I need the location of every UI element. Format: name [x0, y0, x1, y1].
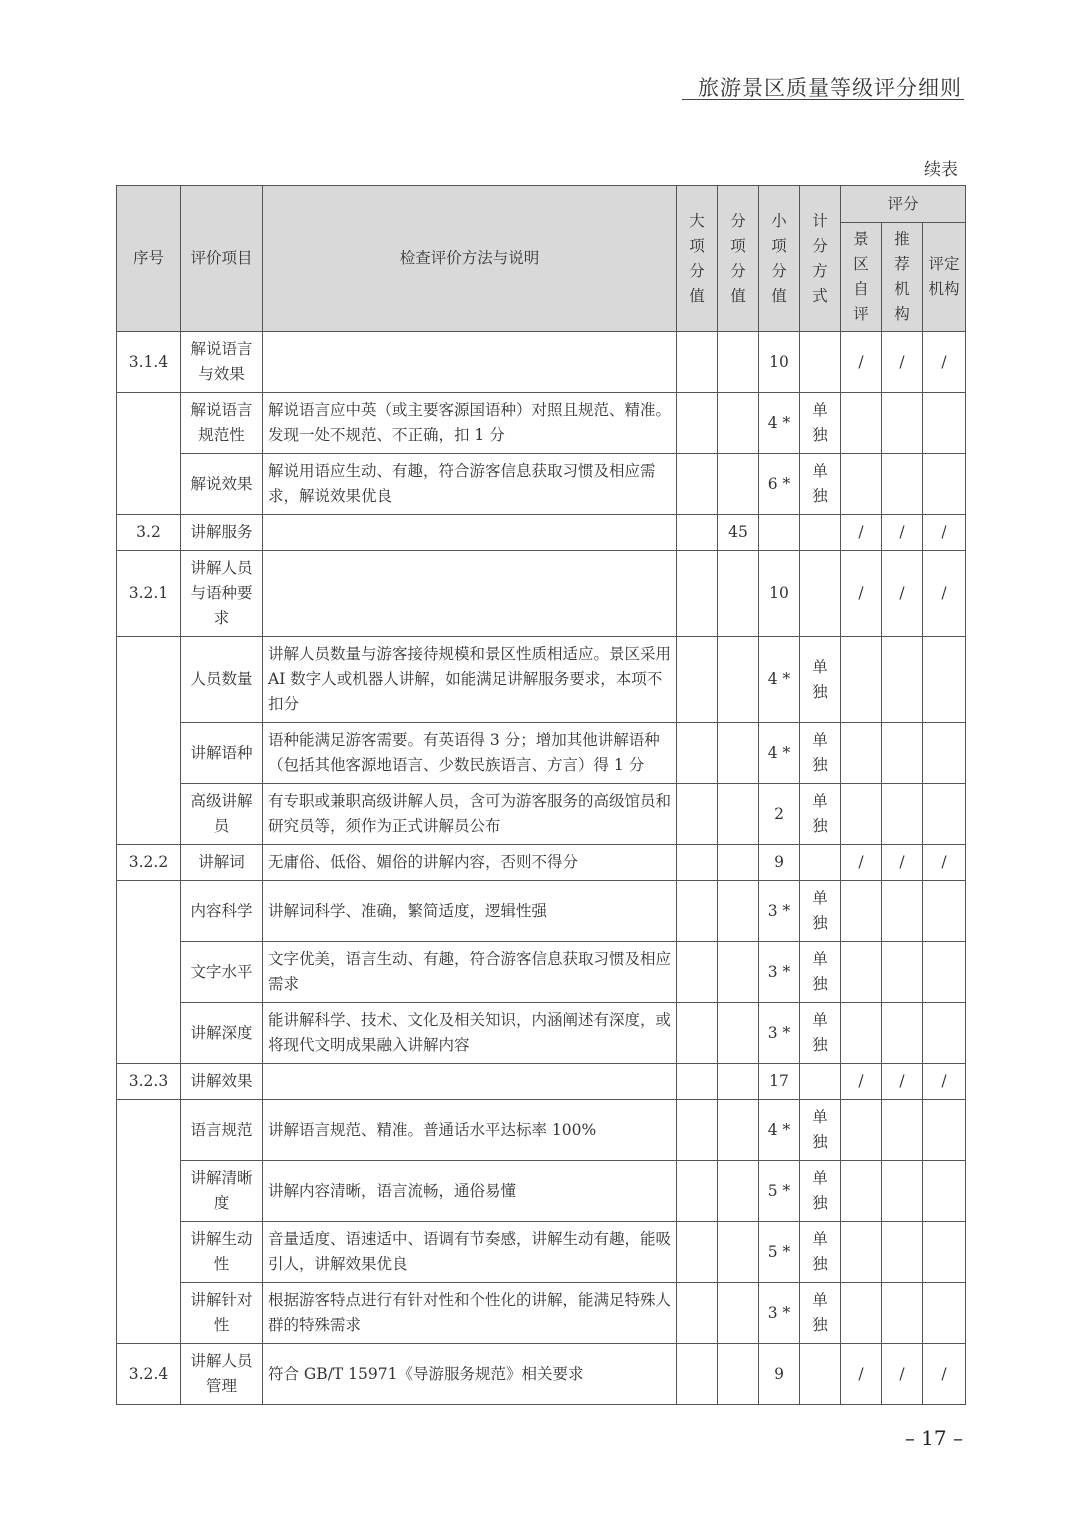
cell-minor-score: 4 * [759, 637, 800, 723]
cell-method [263, 1064, 677, 1100]
cell-seq [117, 393, 181, 515]
col-header-seq: 序号 [117, 186, 181, 332]
cell-sub-score [718, 1283, 759, 1344]
cell-sub-score [718, 332, 759, 393]
cell-self-score [841, 393, 882, 454]
cell-major-score [677, 454, 718, 515]
cell-method: 讲解语言规范、精准。普通话水平达标率 100% [263, 1100, 677, 1161]
col-header-sub: 分项分值 [718, 186, 759, 332]
table-row [117, 723, 966, 784]
cell-calc-method [800, 515, 841, 551]
cell-item: 讲解人员管理 [181, 1344, 263, 1405]
cell-major-score [677, 1100, 718, 1161]
cell-minor-score: 5 * [759, 1161, 800, 1222]
cell-assess-score [923, 454, 966, 515]
cell-major-score [677, 784, 718, 845]
page-number: – 17 – [904, 1426, 963, 1450]
cell-assess-score: / [923, 1064, 966, 1100]
cell-calc-method: 单独 [800, 784, 841, 845]
cell-calc-method: 单独 [800, 454, 841, 515]
col-header-score-group: 评分 [841, 186, 966, 223]
cell-sub-score [718, 1064, 759, 1100]
cell-recommend-score [882, 1222, 923, 1283]
cell-minor-score: 5 * [759, 1222, 800, 1283]
cell-minor-score [759, 515, 800, 551]
cell-sub-score [718, 723, 759, 784]
cell-item: 讲解针对性 [181, 1283, 263, 1344]
cell-seq: 3.2.1 [117, 551, 181, 637]
table-row [117, 1100, 966, 1161]
cell-major-score [677, 723, 718, 784]
cell-sub-score [718, 784, 759, 845]
cell-recommend-score [882, 784, 923, 845]
cell-sub-score [718, 551, 759, 637]
cell-assess-score [923, 942, 966, 1003]
cell-item: 解说语言规范性 [181, 393, 263, 454]
cell-assess-score [923, 393, 966, 454]
cell-seq: 3.2.3 [117, 1064, 181, 1100]
cell-calc-method [800, 551, 841, 637]
cell-self-score: / [841, 332, 882, 393]
cell-self-score [841, 1222, 882, 1283]
cell-calc-method: 单独 [800, 637, 841, 723]
cell-sub-score [718, 942, 759, 1003]
cell-calc-method: 单独 [800, 1003, 841, 1064]
cell-item: 内容科学 [181, 881, 263, 942]
cell-item: 讲解生动性 [181, 1222, 263, 1283]
col-header-calc: 计分方式 [800, 186, 841, 332]
cell-self-score [841, 1161, 882, 1222]
cell-major-score [677, 942, 718, 1003]
cell-major-score [677, 551, 718, 637]
cell-seq: 3.1.4 [117, 332, 181, 393]
table-row [117, 1344, 966, 1405]
table-row [117, 845, 966, 881]
cell-recommend-score [882, 881, 923, 942]
cell-major-score [677, 1344, 718, 1405]
cell-minor-score: 4 * [759, 1100, 800, 1161]
cell-sub-score [718, 393, 759, 454]
cell-item: 讲解词 [181, 845, 263, 881]
cell-recommend-score: / [882, 515, 923, 551]
cell-minor-score: 10 [759, 332, 800, 393]
cell-calc-method: 单独 [800, 393, 841, 454]
table-row [117, 1222, 966, 1283]
cell-assess-score: / [923, 551, 966, 637]
cell-sub-score [718, 1003, 759, 1064]
cell-minor-score: 9 [759, 1344, 800, 1405]
cell-seq: 3.2.4 [117, 1344, 181, 1405]
cell-self-score [841, 784, 882, 845]
cell-calc-method [800, 332, 841, 393]
cell-calc-method: 单独 [800, 1283, 841, 1344]
cell-sub-score [718, 637, 759, 723]
cell-item: 讲解清晰度 [181, 1161, 263, 1222]
cell-major-score [677, 1161, 718, 1222]
cell-self-score [841, 1100, 882, 1161]
table-row [117, 393, 966, 454]
cell-assess-score [923, 1003, 966, 1064]
table-row [117, 1003, 966, 1064]
cell-assess-score: / [923, 515, 966, 551]
cell-item: 讲解服务 [181, 515, 263, 551]
cell-minor-score: 17 [759, 1064, 800, 1100]
cell-calc-method: 单独 [800, 881, 841, 942]
col-header-self: 景区自评 [841, 223, 882, 332]
cell-assess-score [923, 1161, 966, 1222]
cell-major-score [677, 393, 718, 454]
cell-method: 解说语言应中英（或主要客源国语种）对照且规范、精准。发现一处不规范、不正确，扣 1 分 [263, 393, 677, 454]
cell-assess-score [923, 784, 966, 845]
cell-assess-score: / [923, 845, 966, 881]
cell-minor-score: 3 * [759, 881, 800, 942]
cell-self-score [841, 881, 882, 942]
cell-sub-score [718, 1344, 759, 1405]
col-header-minor: 小项分值 [759, 186, 800, 332]
cell-item: 解说语言与效果 [181, 332, 263, 393]
cell-self-score: / [841, 515, 882, 551]
cell-sub-score [718, 845, 759, 881]
cell-minor-score: 3 * [759, 1283, 800, 1344]
cell-minor-score: 9 [759, 845, 800, 881]
cell-method: 文字优美，语言生动、有趣，符合游客信息获取习惯及相应需求 [263, 942, 677, 1003]
cell-assess-score [923, 637, 966, 723]
cell-method: 讲解人员数量与游客接待规模和景区性质相适应。景区采用 AI 数字人或机器人讲解，如能满足讲解服务要求，本项不扣分 [263, 637, 677, 723]
table-row [117, 551, 966, 637]
cell-sub-score [718, 1100, 759, 1161]
cell-major-score [677, 1283, 718, 1344]
col-header-major: 大项分值 [677, 186, 718, 332]
header-rule [682, 99, 964, 100]
cell-recommend-score: / [882, 332, 923, 393]
table-row [117, 1161, 966, 1222]
table-row [117, 1283, 966, 1344]
table-row [117, 784, 966, 845]
table-row [117, 881, 966, 942]
cell-minor-score: 10 [759, 551, 800, 637]
cell-method [263, 551, 677, 637]
cell-calc-method [800, 1064, 841, 1100]
cell-method: 符合 GB/T 15971《导游服务规范》相关要求 [263, 1344, 677, 1405]
cell-recommend-score [882, 1161, 923, 1222]
cell-sub-score: 45 [718, 515, 759, 551]
cell-recommend-score: / [882, 845, 923, 881]
cell-seq: 3.2.2 [117, 845, 181, 881]
cell-calc-method [800, 1344, 841, 1405]
table-body [117, 332, 966, 1405]
cell-major-score [677, 881, 718, 942]
col-header-method: 检查评价方法与说明 [263, 186, 677, 332]
cell-self-score [841, 454, 882, 515]
cell-self-score: / [841, 845, 882, 881]
cell-recommend-score: / [882, 1344, 923, 1405]
cell-seq [117, 1100, 181, 1344]
cell-assess-score [923, 1100, 966, 1161]
cell-minor-score: 4 * [759, 393, 800, 454]
cell-self-score: / [841, 1344, 882, 1405]
running-header-title: 旅游景区质量等级评分细则 [698, 76, 962, 100]
cell-method: 能讲解科学、技术、文化及相关知识，内涵阐述有深度，或将现代文明成果融入讲解内容 [263, 1003, 677, 1064]
cell-major-score [677, 637, 718, 723]
cell-calc-method: 单独 [800, 942, 841, 1003]
cell-assess-score: / [923, 1344, 966, 1405]
cell-method: 讲解词科学、准确，繁简适度，逻辑性强 [263, 881, 677, 942]
cell-recommend-score [882, 393, 923, 454]
cell-item: 讲解语种 [181, 723, 263, 784]
cell-minor-score: 2 [759, 784, 800, 845]
col-header-item: 评价项目 [181, 186, 263, 332]
cell-calc-method: 单独 [800, 723, 841, 784]
table-row [117, 332, 966, 393]
cell-minor-score: 3 * [759, 942, 800, 1003]
cell-recommend-score [882, 1283, 923, 1344]
cell-method: 根据游客特点进行有针对性和个性化的讲解，能满足特殊人群的特殊需求 [263, 1283, 677, 1344]
cell-calc-method: 单独 [800, 1161, 841, 1222]
table-row [117, 1064, 966, 1100]
cell-item: 讲解人员与语种要求 [181, 551, 263, 637]
cell-method: 解说用语应生动、有趣，符合游客信息获取习惯及相应需求，解说效果优良 [263, 454, 677, 515]
table-row [117, 515, 966, 551]
cell-minor-score: 4 * [759, 723, 800, 784]
table-row [117, 454, 966, 515]
cell-item: 语言规范 [181, 1100, 263, 1161]
cell-calc-method [800, 845, 841, 881]
table-row [117, 637, 966, 723]
cell-sub-score [718, 454, 759, 515]
cell-assess-score [923, 723, 966, 784]
cell-assess-score: / [923, 332, 966, 393]
cell-self-score [841, 637, 882, 723]
cell-sub-score [718, 881, 759, 942]
cell-assess-score [923, 1283, 966, 1344]
cell-item: 讲解效果 [181, 1064, 263, 1100]
cell-method: 有专职或兼职高级讲解人员，含可为游客服务的高级馆员和研究员等，须作为正式讲解员公布 [263, 784, 677, 845]
cell-recommend-score [882, 454, 923, 515]
cell-self-score [841, 723, 882, 784]
cell-major-score [677, 1003, 718, 1064]
cell-minor-score: 6 * [759, 454, 800, 515]
cell-seq [117, 637, 181, 845]
cell-method: 讲解内容清晰，语言流畅，通俗易懂 [263, 1161, 677, 1222]
cell-calc-method: 单独 [800, 1222, 841, 1283]
cell-major-score [677, 1222, 718, 1283]
cell-major-score [677, 1064, 718, 1100]
table-row [117, 942, 966, 1003]
scoring-table [116, 185, 966, 1405]
continued-label: 续表 [924, 160, 958, 180]
cell-sub-score [718, 1222, 759, 1283]
col-header-assess: 评定机构 [923, 223, 966, 332]
cell-self-score [841, 1003, 882, 1064]
cell-recommend-score [882, 723, 923, 784]
cell-calc-method: 单独 [800, 1100, 841, 1161]
cell-seq: 3.2 [117, 515, 181, 551]
cell-recommend-score [882, 1100, 923, 1161]
cell-assess-score [923, 1222, 966, 1283]
cell-recommend-score [882, 637, 923, 723]
cell-minor-score: 3 * [759, 1003, 800, 1064]
cell-self-score: / [841, 551, 882, 637]
cell-item: 解说效果 [181, 454, 263, 515]
cell-method [263, 332, 677, 393]
cell-item: 讲解深度 [181, 1003, 263, 1064]
cell-recommend-score: / [882, 551, 923, 637]
cell-recommend-score: / [882, 1064, 923, 1100]
cell-recommend-score [882, 1003, 923, 1064]
cell-item: 文字水平 [181, 942, 263, 1003]
cell-major-score [677, 845, 718, 881]
cell-sub-score [718, 1161, 759, 1222]
cell-seq [117, 881, 181, 1064]
cell-major-score [677, 332, 718, 393]
cell-method: 语种能满足游客需要。有英语得 3 分；增加其他讲解语种（包括其他客源地语言、少数民族语言、方言）得 1 分 [263, 723, 677, 784]
cell-self-score [841, 942, 882, 1003]
cell-item: 高级讲解员 [181, 784, 263, 845]
cell-assess-score [923, 881, 966, 942]
col-header-recommend: 推荐机构 [882, 223, 923, 332]
cell-self-score [841, 1283, 882, 1344]
cell-method: 音量适度、语速适中、语调有节奏感，讲解生动有趣，能吸引人，讲解效果优良 [263, 1222, 677, 1283]
cell-recommend-score [882, 942, 923, 1003]
cell-method [263, 515, 677, 551]
cell-major-score [677, 515, 718, 551]
cell-item: 人员数量 [181, 637, 263, 723]
cell-method: 无庸俗、低俗、媚俗的讲解内容，否则不得分 [263, 845, 677, 881]
cell-self-score: / [841, 1064, 882, 1100]
